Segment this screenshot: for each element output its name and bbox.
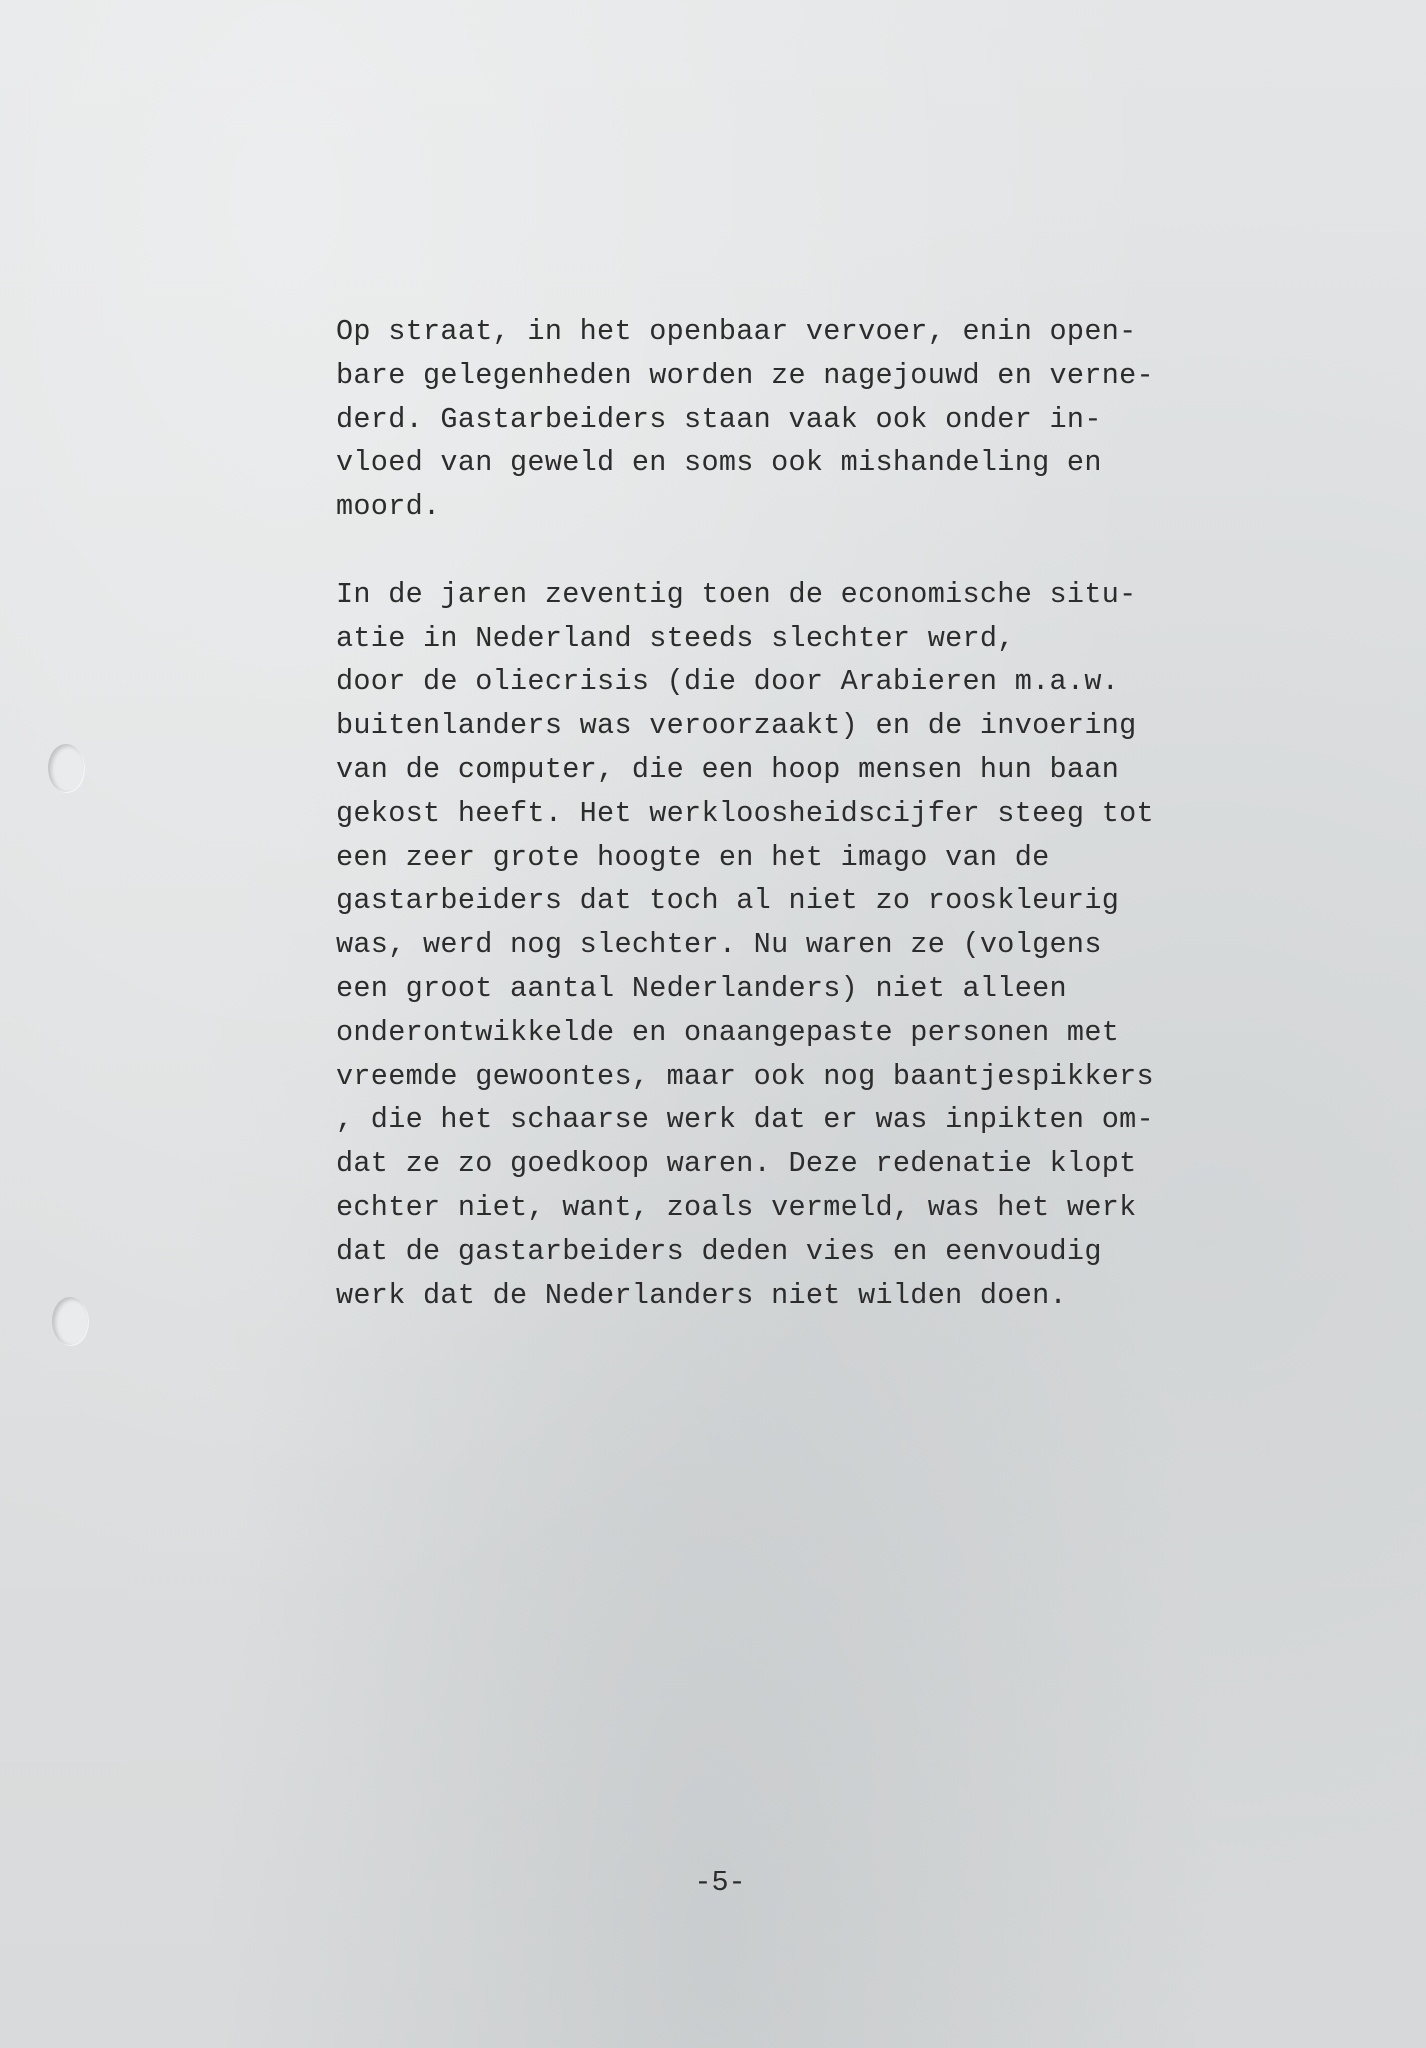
paragraph-2 [336, 573, 1206, 1318]
text-line: vloed van geweld en soms ook mishandeling en [336, 446, 1102, 480]
text-line: In de jaren zeventig toen de economische situ- [336, 577, 1137, 611]
text-line: dat ze zo goedkoop waren. Deze redenatie klopt [336, 1147, 1137, 1181]
text-line: buitenlanders was veroorzaakt) en de invoering [336, 709, 1137, 743]
page-number: -5- [694, 1866, 746, 1899]
text-line: Op straat, in het openbaar vervoer, enin open- [336, 315, 1137, 348]
text-line: een groot aantal Nederlanders) niet alleen [336, 971, 1067, 1005]
text-line: moord. [336, 490, 441, 524]
text-line: werk dat de Nederlanders niet wilden doen. [336, 1278, 1067, 1312]
text-line: gekost heeft. Het werkloosheidscijfer steeg tot [336, 796, 1154, 830]
text-line: een zeer grote hoogte en het imago van de [336, 840, 1050, 874]
punch-hole-bottom [52, 1297, 88, 1345]
typed-text-body [336, 310, 1206, 1317]
text-line: vreemde gewoontes, maar ook nog baantjespikkers [336, 1059, 1154, 1093]
text-line: door de oliecrisis (die door Arabieren m.a.w. [336, 665, 1120, 699]
text-line: atie in Nederland steeds slechter werd, [336, 621, 1015, 655]
text-line: echter niet, want, zoals vermeld, was het werk [336, 1190, 1137, 1224]
text-line: , die het schaarse werk dat er was inpikten om- [336, 1103, 1154, 1137]
paragraph-1 [336, 310, 1206, 529]
text-line: onderontwikkelde en onaangepaste personen met [336, 1015, 1120, 1049]
text-line: van de computer, die een hoop mensen hun baan [336, 752, 1120, 786]
text-line: gastarbeiders dat toch al niet zo rooskleurig [336, 884, 1120, 918]
text-line: bare gelegenheden worden ze nagejouwd en verne- [336, 358, 1154, 392]
punch-hole-top [48, 744, 84, 792]
text-line: was, werd nog slechter. Nu waren ze (volgens [336, 928, 1102, 962]
text-line: derd. Gastarbeiders staan vaak ook onder in- [336, 402, 1102, 436]
text-line: dat de gastarbeiders deden vies en eenvoudig [336, 1234, 1102, 1268]
